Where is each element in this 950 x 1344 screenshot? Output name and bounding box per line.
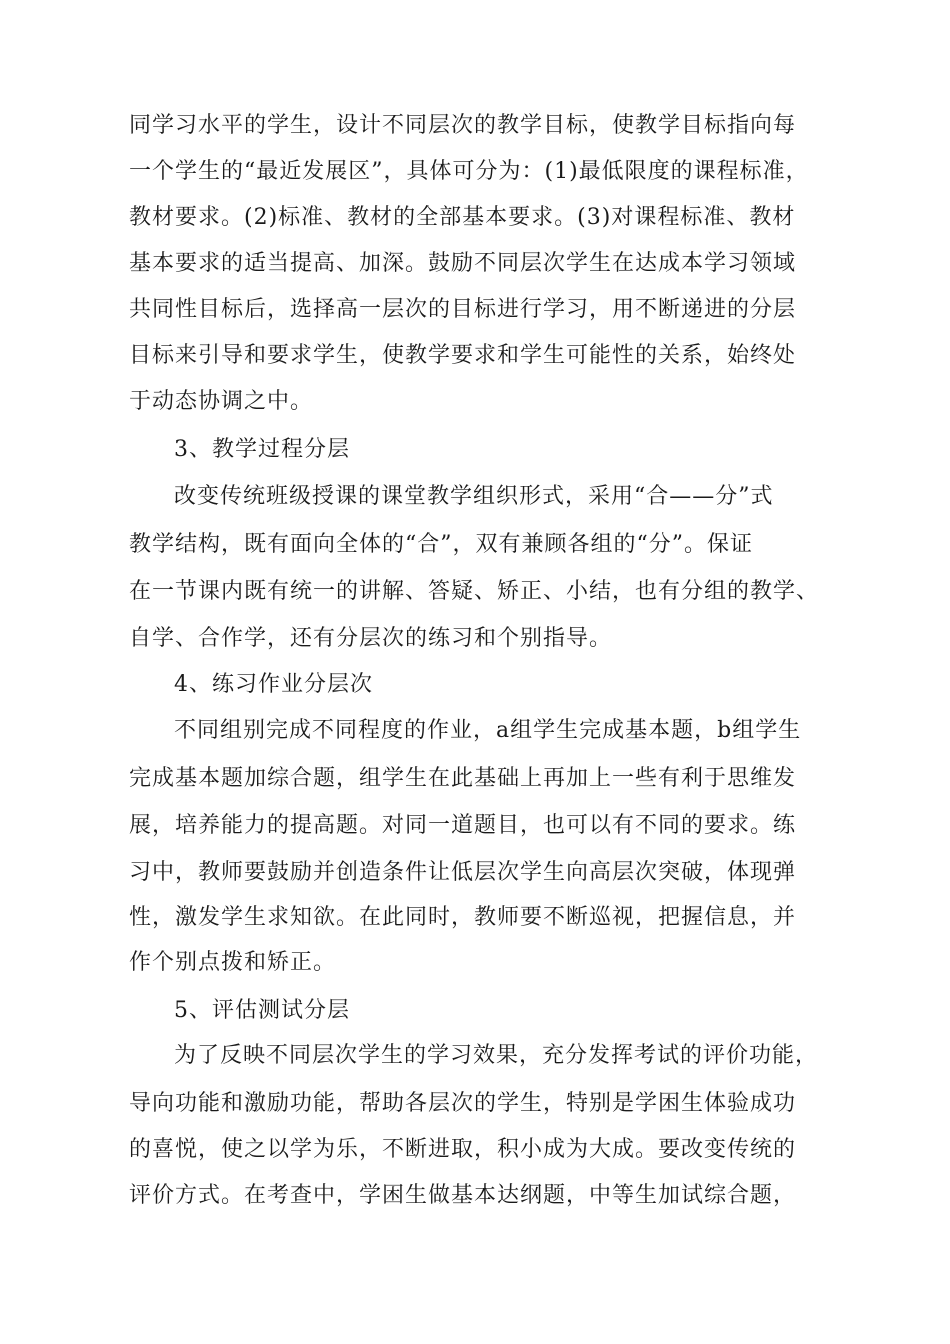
text-line: 作个别点拨和矫正。 (129, 950, 337, 975)
text-line: 于动态协调之中。 (129, 389, 314, 414)
text-line: 同学习水平的学生，设计不同层次的教学目标，使教学目标指向每 (129, 113, 797, 138)
text-line: 在一节课内既有统一的讲解、答疑、矫正、小结，也有分组的教学、 (129, 579, 820, 604)
text-line: 性，激发学生求知欲。在此同时，教师要不断巡视，把握信息，并 (129, 905, 797, 930)
text-line: 改变传统班级授课的课堂教学组织形式，采用“合——分”式 (174, 484, 774, 509)
text-line: 导向功能和激励功能，帮助各层次的学生，特别是学困生体验成功 (129, 1091, 797, 1116)
text-line: 一个学生的“最近发展区”，具体可分为：(1)最低限度的课程标准， (129, 159, 809, 184)
section-heading: 3、教学过程分层 (174, 437, 350, 462)
text-line: 评价方式。在考查中，学困生做基本达纲题，中等生加试综合题， (129, 1183, 797, 1208)
text-line: 教学结构，既有面向全体的“合”，双有兼顾各组的“分”。保证 (129, 532, 753, 557)
text-line: 共同性目标后，选择高一层次的目标进行学习，用不断递进的分层 (129, 297, 797, 322)
text-line: 习中，教师要鼓励并创造条件让低层次学生向高层次突破，体现弹 (129, 860, 797, 885)
text-line: 不同组别完成不同程度的作业，a组学生完成基本题，b组学生 (174, 718, 802, 743)
text-line: 教材要求。(2)标准、教材的全部基本要求。(3)对课程标准、教材 (129, 205, 796, 230)
text-line: 为了反映不同层次学生的学习效果，充分发挥考试的评价功能， (174, 1043, 819, 1068)
text-line: 基本要求的适当提高、加深。鼓励不同层次学生在达成本学习领域 (129, 251, 797, 276)
text-line: 的喜悦，使之以学为乐，不断进取，积小成为大成。要改变传统的 (129, 1137, 797, 1162)
text-line: 目标来引导和要求学生，使教学要求和学生可能性的关系，始终处 (129, 343, 797, 368)
text-line: 自学、合作学，还有分层次的练习和个别指导。 (129, 626, 613, 651)
text-line: 完成基本题加综合题，组学生在此基础上再加上一些有利于思维发 (129, 766, 797, 791)
section-heading: 4、练习作业分层次 (174, 672, 373, 697)
text-line: 展，培养能力的提高题。对同一道题目，也可以有不同的要求。练 (129, 813, 797, 838)
section-heading: 5、评估测试分层 (174, 998, 350, 1023)
